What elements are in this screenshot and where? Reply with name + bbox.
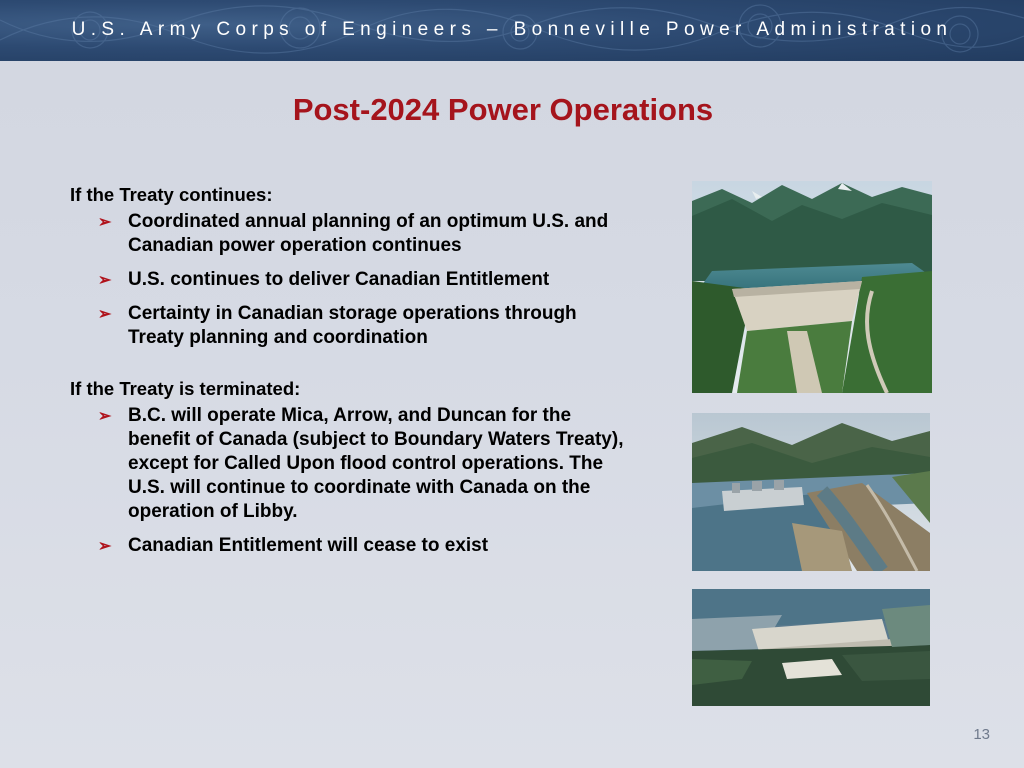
banner-title: U.S. Army Corps of Engineers – Bonneville Power Administration	[71, 19, 953, 40]
header-banner	[0, 0, 1024, 61]
arrow-bullet-icon: ➢	[98, 214, 112, 231]
dam-photo-aerial	[692, 589, 930, 706]
list-item	[98, 534, 630, 558]
list-item-text: Coordinated annual planning of an optimum U.S. and Canadian power operation continues	[128, 211, 609, 256]
list-item	[98, 302, 630, 350]
page-number: 13	[973, 726, 990, 743]
list-item-text: B.C. will operate Mica, Arrow, and Duncan for the benefit of Canada (subject to Boundary Waters Treaty), except for Called Upon flood control operations. The U.S. will continue to coordinate with Canada on the operation of Libby.	[128, 405, 624, 522]
list-item-text: U.S. continues to deliver Canadian Entitlement	[128, 269, 550, 290]
arrow-bullet-icon: ➢	[98, 408, 112, 425]
list-item	[98, 404, 630, 524]
list-item	[98, 210, 630, 258]
list-item	[98, 268, 630, 292]
slide-body	[70, 184, 630, 568]
list-item-text: Canadian Entitlement will cease to exist	[128, 535, 489, 556]
section-continues	[70, 184, 630, 350]
section-heading: If the Treaty is terminated:	[70, 378, 301, 399]
section-heading: If the Treaty continues:	[70, 184, 273, 205]
list-item-text: Certainty in Canadian storage operations through Treaty planning and coordination	[128, 303, 577, 348]
bullet-list	[70, 404, 630, 558]
section-terminated	[70, 378, 630, 558]
arrow-bullet-icon: ➢	[98, 272, 112, 289]
dam-photo-mountains	[692, 181, 932, 393]
slide-title: Post-2024 Power Operations	[292, 92, 714, 127]
bullet-list	[70, 210, 630, 350]
arrow-bullet-icon: ➢	[98, 306, 112, 323]
dam-photo-river	[692, 413, 930, 571]
arrow-bullet-icon: ➢	[98, 538, 112, 555]
